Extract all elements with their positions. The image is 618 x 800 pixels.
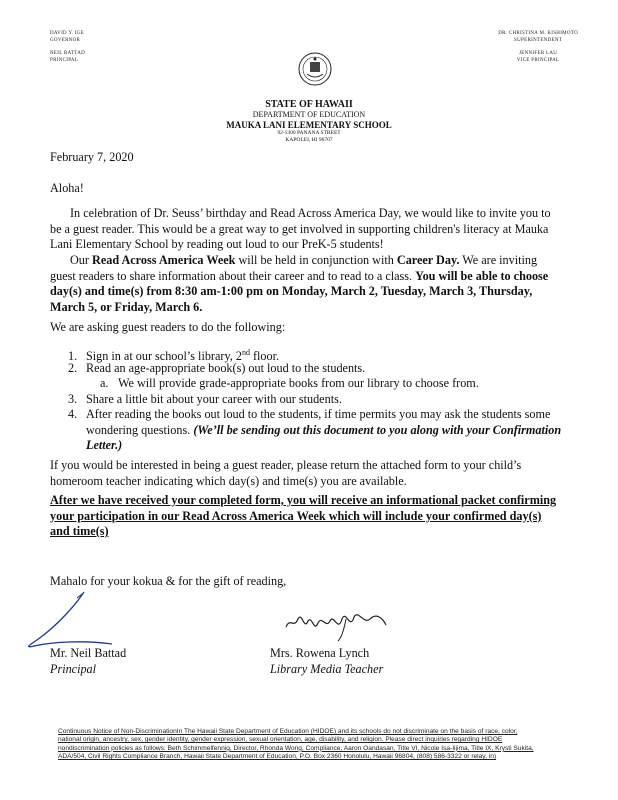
paragraph-3: We are asking guest readers to do the following: — [50, 320, 286, 334]
governor-title: GOVERNOR — [50, 38, 81, 43]
signer-principal-title: Principal — [50, 661, 97, 676]
governor-block — [50, 30, 85, 64]
list-item: 4. After reading the books out loud to the students, if time permits you may ask the students some wondering questions. (We’ll be sending out this document to you along with your Confirmation Letter.) — [68, 407, 562, 452]
vice-principal-title: VICE PRINCIPAL — [516, 58, 560, 63]
signer-librarian-name: Mrs. Rowena Lynch — [270, 646, 370, 660]
signature-lynch — [282, 605, 392, 643]
nondiscrimination-notice: Continuous Notice of Non-DiscriminationIn The Hawaii State Department of Education (HIDOE) and its schools do not discriminate on the basis of race, color, national origin, ancestry, sex, gender identity, gender expression, sexual orientation, age, disability, and religion. Please direct inquiries regarding HIDOE nondiscrimination policies as follows: Beth Schimmelfennig, Director, Rhonda Wong, Compliance, Aaron Oandasan, Title VI, Nicole Isa-Iijima, Title IX, Krysti Sukita, ADA/504, Civil Rights Compliance Branch, Hawaii State Department of Education, P.O. Box 2360 Honolulu, Hawaii 96804, (808) 586-3322 or relay, in) — [58, 728, 534, 761]
signer-librarian — [270, 646, 383, 677]
signature-battad — [22, 590, 122, 650]
signer-principal — [50, 646, 126, 677]
agency-header — [0, 100, 618, 144]
address-line-2: KAPOLEI, HI 96707 — [285, 137, 333, 143]
school-name: MAUKA LANI ELEMENTARY SCHOOL — [226, 120, 392, 130]
governor-name: DAVID Y. IGE — [50, 31, 84, 36]
list-item: 3. Share a little bit about your career with our students. — [68, 392, 342, 406]
principal-name: NEIL BATTAD — [50, 51, 86, 56]
department-name: DEPARTMENT OF EDUCATION — [252, 110, 366, 119]
paragraph-5: After we have received your completed form, you will receive an informational packet confirming your participation in our Read Across America Week which will include your confirmed day(s) and time(s) — [50, 493, 557, 538]
principal-title: PRINCIPAL — [50, 58, 79, 63]
superintendent-title: SUPERINTENDENT — [514, 38, 563, 43]
list-item: 2. Read an age-appropriate book(s) out loud to the students. — [68, 361, 366, 375]
paragraph-2: Our Read Across America Week will be held in conjunction with Career Day. We are inviting guest readers to share information about their career and to read to a class. You will be able to choose day(s) and time(s) from 8:30 am-1:00 pm on Monday, March 2, Tuesday, March 3, Thursday, March 5, or Friday, March 6. — [50, 253, 549, 314]
address-line-1: 92-1300 PANANA STREET — [277, 130, 341, 136]
paragraph-1: In celebration of Dr. Seuss’ birthday and Read Across America Day, we would like to invite you to be a guest reader. This would be a great way to get involved in supporting children's literacy at Mauka Lani Elementary School by reading out loud to our PreK-5 students! — [50, 206, 551, 251]
list-item: 1. Sign in at our school’s library, 2nd floor. — [68, 348, 280, 364]
superintendent-name: DR. CHRISTINA M. KISHIMOTO — [498, 31, 578, 36]
paragraph-4: If you would be interested in being a guest reader, please return the attached form to your child’s homeroom teacher indicating which day(s) and time(s) you are available. — [50, 458, 522, 488]
signer-librarian-title: Library Media Teacher — [270, 661, 384, 676]
signer-principal-name: Mr. Neil Battad — [50, 646, 127, 660]
list-subitem: a. We will provide grade-appropriate books from our library to choose from. — [100, 376, 479, 390]
superintendent-block — [498, 30, 578, 64]
letter-date: February 7, 2020 — [50, 150, 134, 164]
closing: Mahalo for your kokua & for the gift of reading, — [50, 574, 287, 588]
vice-principal-name: JENNIFER LAU — [519, 51, 558, 56]
state-name: STATE OF HAWAII — [265, 99, 353, 110]
state-seal-icon — [298, 52, 332, 86]
greeting: Aloha! — [50, 181, 84, 195]
